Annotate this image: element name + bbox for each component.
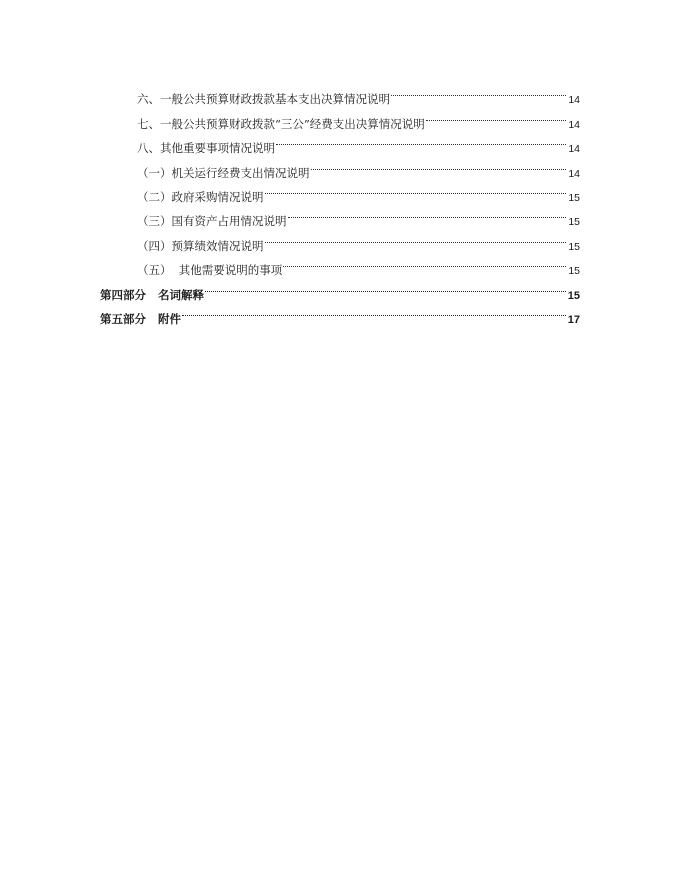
toc-dot-leader bbox=[311, 152, 567, 176]
table-of-contents bbox=[100, 79, 580, 326]
toc-dot-leader bbox=[265, 177, 567, 201]
toc-entry-title: （二）政府采购情况说明 bbox=[137, 189, 264, 204]
toc-entry-page: 14 bbox=[568, 94, 580, 107]
toc-dot-leader bbox=[391, 79, 566, 103]
toc-entry-title: （五） 其他需要说明的事项 bbox=[137, 263, 283, 278]
toc-entry-title: 第四部分 名词解释 bbox=[100, 287, 205, 302]
toc-entry-page: 14 bbox=[568, 167, 580, 180]
toc-entry-page: 15 bbox=[568, 265, 580, 278]
toc-entry-page: 15 bbox=[567, 289, 580, 302]
toc-dot-leader bbox=[205, 274, 566, 298]
toc-entry-title: 六、一般公共预算财政拨款基本支出决算情况说明 bbox=[137, 92, 390, 107]
toc-entry-page: 15 bbox=[568, 216, 580, 229]
toc-dot-leader bbox=[182, 299, 566, 323]
toc-entry-title: （四）预算绩效情况说明 bbox=[137, 238, 264, 253]
toc-dot-leader bbox=[276, 128, 566, 152]
toc-dot-leader bbox=[426, 103, 567, 127]
toc-entry-page: 14 bbox=[568, 118, 580, 131]
toc-dot-leader bbox=[283, 250, 566, 274]
toc-entry-title: 第五部分 附件 bbox=[100, 311, 182, 326]
toc-entry-title: 七、一般公共预算财政拨款“三公”经费支出决算情况说明 bbox=[137, 116, 425, 131]
toc-entry-page: 17 bbox=[567, 313, 580, 326]
toc-entry-title: （一）机关运行经费支出情况说明 bbox=[137, 165, 310, 180]
toc-dot-leader bbox=[288, 201, 567, 225]
toc-entry-page: 14 bbox=[568, 143, 580, 156]
toc-entry[interactable] bbox=[100, 79, 580, 107]
toc-entry-title: （三）国有资产占用情况说明 bbox=[137, 214, 287, 229]
toc-entry-page: 15 bbox=[568, 240, 580, 253]
toc-dot-leader bbox=[265, 225, 567, 249]
toc-entry-title: 八、其他重要事项情况说明 bbox=[137, 141, 275, 156]
toc-entry-page: 15 bbox=[568, 191, 580, 204]
